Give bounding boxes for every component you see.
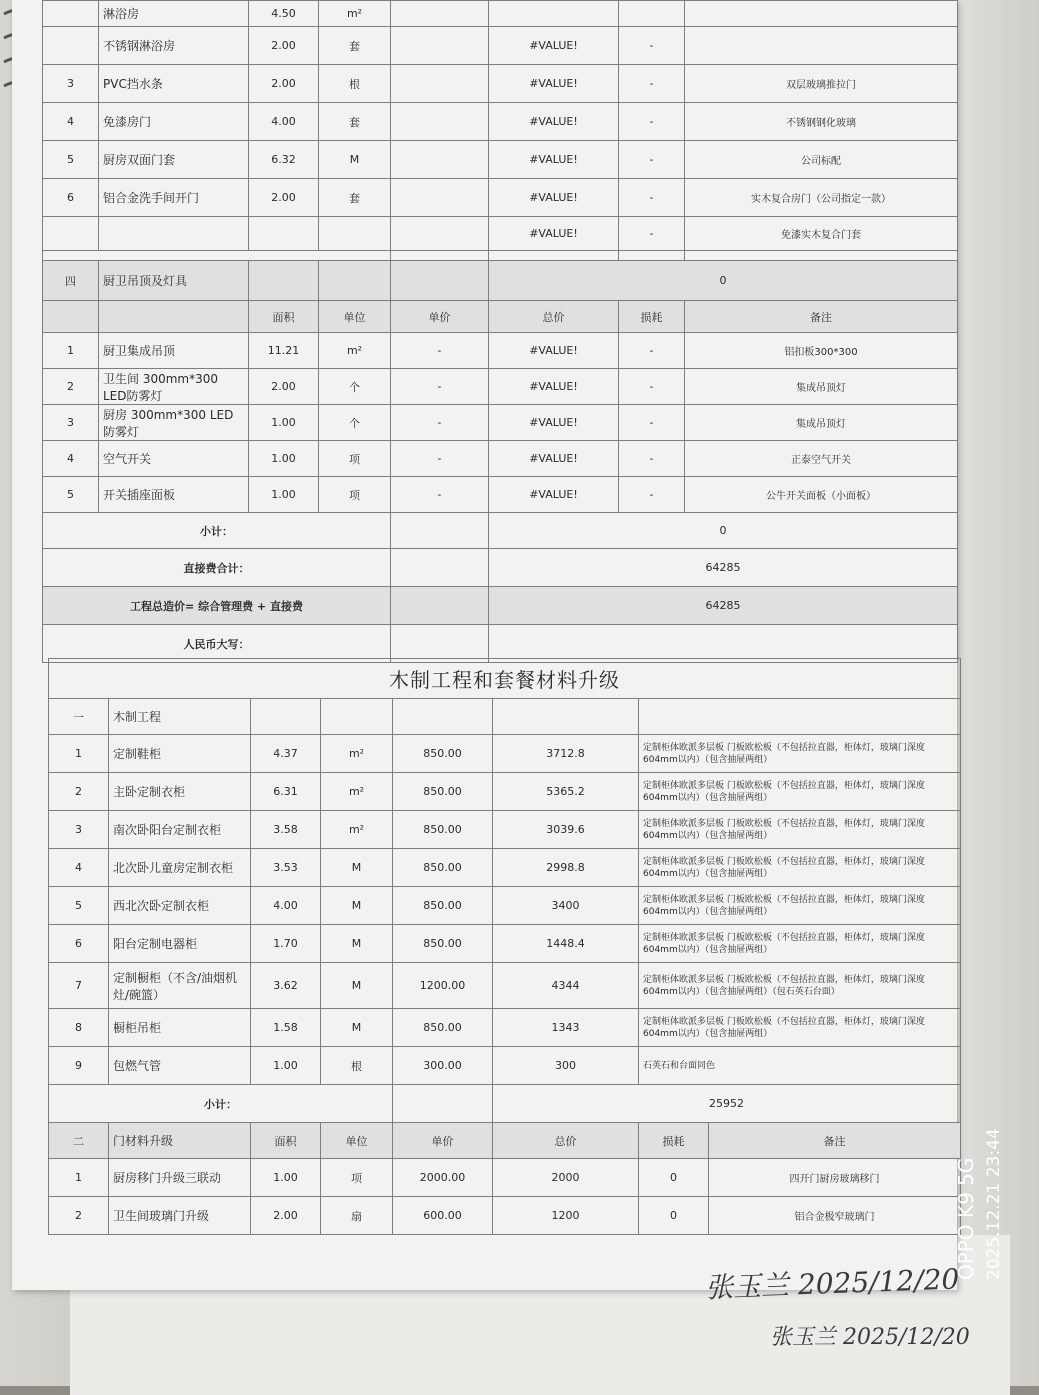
table-row — [43, 179, 958, 217]
row-name: 卫生间 300mm*300 LED防雾灯 — [99, 369, 249, 405]
row-total: 3712.8 — [493, 735, 639, 773]
row-qty: 4.50 — [249, 1, 319, 27]
table-row — [43, 103, 958, 141]
row-unit: m² — [319, 333, 391, 369]
header-price: 单价 — [393, 1123, 493, 1159]
row-name: 定制鞋柜 — [109, 735, 251, 773]
row-price: 850.00 — [393, 849, 493, 887]
header-price: 单价 — [391, 301, 489, 333]
doors-table — [42, 0, 958, 281]
subtotal-row — [43, 513, 958, 549]
row-unit: 个 — [319, 405, 391, 441]
row-total: #VALUE! — [489, 477, 619, 513]
row-no — [43, 1, 99, 27]
row-price: 2000.00 — [393, 1159, 493, 1197]
row-unit: 套 — [319, 179, 391, 217]
row-note: 实木复合房门（公司指定一款） — [685, 179, 958, 217]
row-total: 300 — [493, 1047, 639, 1085]
row-loss: - — [619, 333, 685, 369]
row-note: 公牛开关面板（小面板） — [685, 477, 958, 513]
row-unit: M — [321, 925, 393, 963]
row-no: 5 — [43, 477, 99, 513]
row-total: 1343 — [493, 1009, 639, 1047]
project-total-label: 工程总造价= 综合管理费 + 直接费 — [43, 587, 391, 625]
rmb-row — [43, 625, 958, 663]
row-loss: - — [619, 27, 685, 65]
row-total: #VALUE! — [489, 65, 619, 103]
section-title: 木制工程 — [109, 699, 251, 735]
row-note: 定制柜体欧派多层板 门板欧松板（不包括拉直器，柜体灯，玻璃门深度604mm以内）（包含抽屉两组） — [639, 773, 961, 811]
row-total: 3400 — [493, 887, 639, 925]
subtotal-row — [49, 1085, 961, 1123]
row-qty: 4.37 — [251, 735, 321, 773]
header-loss: 损耗 — [639, 1123, 709, 1159]
row-qty: 4.00 — [249, 103, 319, 141]
row-unit: 套 — [319, 103, 391, 141]
row-note — [685, 1, 958, 27]
row-total — [489, 1, 619, 27]
row-note: 定制柜体欧派多层板 门板欧松板（不包括拉直器，柜体灯，玻璃门深度604mm以内）（包含抽屉两组） — [639, 1009, 961, 1047]
section-title: 木制工程和套餐材料升级 — [49, 659, 961, 699]
subtotal-label: 小计： — [43, 513, 391, 549]
header-qty: 面积 — [249, 301, 319, 333]
section-no: 四 — [43, 261, 99, 301]
row-unit: 根 — [319, 65, 391, 103]
table-row — [49, 1009, 961, 1047]
row-note: 定制柜体欧派多层板 门板欧松板（不包括拉直器，柜体灯，玻璃门深度604mm以内）（包含抽屉两组） — [639, 735, 961, 773]
header-unit: 单位 — [319, 301, 391, 333]
document-sheet — [12, 0, 957, 1290]
row-qty: 3.58 — [251, 811, 321, 849]
row-total: 4344 — [493, 963, 639, 1009]
row-no: 8 — [49, 1009, 109, 1047]
section-title: 厨卫吊顶及灯具 — [99, 261, 249, 301]
row-no: 5 — [49, 887, 109, 925]
row-unit: m² — [321, 735, 393, 773]
table-row — [49, 925, 961, 963]
row-name: 厨房移门升级三联动 — [109, 1159, 251, 1197]
row-price: - — [391, 333, 489, 369]
project-total-row — [43, 587, 958, 625]
row-note: 定制柜体欧派多层板 门板欧松板（不包括拉直器，柜体灯，玻璃门深度604mm以内）（包含抽屉两组） — [639, 887, 961, 925]
row-total: 1448.4 — [493, 925, 639, 963]
row-note: 集成吊顶灯 — [685, 369, 958, 405]
row-total: #VALUE! — [489, 103, 619, 141]
row-name: 主卧定制衣柜 — [109, 773, 251, 811]
table-row — [43, 477, 958, 513]
row-price — [391, 27, 489, 65]
row-name: 不锈钢淋浴房 — [99, 27, 249, 65]
row-name: 卫生间玻璃门升级 — [109, 1197, 251, 1235]
header-note: 备注 — [709, 1123, 961, 1159]
row-total: 5365.2 — [493, 773, 639, 811]
watermark-device: OPPO K9 5G — [954, 1157, 978, 1280]
row-unit: 扇 — [321, 1197, 393, 1235]
direct-cost-row — [43, 549, 958, 587]
row-price: 850.00 — [393, 887, 493, 925]
row-loss: - — [619, 65, 685, 103]
row-price: 850.00 — [393, 1009, 493, 1047]
section-header-row — [49, 1123, 961, 1159]
row-unit: M — [319, 141, 391, 179]
row-name: 包燃气管 — [109, 1047, 251, 1085]
header-unit: 单位 — [321, 1123, 393, 1159]
watermark-datetime: 2025.12.21 23:44 — [984, 1128, 1004, 1280]
row-unit: m² — [321, 811, 393, 849]
row-price — [391, 179, 489, 217]
row-unit: M — [321, 963, 393, 1009]
row-name: 定制橱柜（不含/油烟机灶/碗篮） — [109, 963, 251, 1009]
row-total: #VALUE! — [489, 441, 619, 477]
subtotal-label: 小计： — [49, 1085, 393, 1123]
row-note: 铝合金极窄玻璃门 — [709, 1197, 961, 1235]
header-qty: 面积 — [251, 1123, 321, 1159]
signature-2: 张玉兰 2025/12/20 — [770, 1325, 970, 1350]
table-row — [49, 849, 961, 887]
subtotal-value: 0 — [489, 513, 958, 549]
section-title-row — [49, 659, 961, 699]
row-price — [391, 103, 489, 141]
row-no: 4 — [49, 849, 109, 887]
row-qty: 1.00 — [251, 1159, 321, 1197]
row-unit: m² — [321, 773, 393, 811]
row-total: #VALUE! — [489, 217, 619, 251]
row-note: 定制柜体欧派多层板 门板欧松板（不包括拉直器，柜体灯，玻璃门深度604mm以内）（包含抽屉两组） — [639, 811, 961, 849]
row-name: 免漆房门 — [99, 103, 249, 141]
row-no — [43, 27, 99, 65]
table-row — [43, 1, 958, 27]
row-note: 集成吊顶灯 — [685, 405, 958, 441]
table-row — [43, 369, 958, 405]
row-price: 600.00 — [393, 1197, 493, 1235]
row-qty: 3.53 — [251, 849, 321, 887]
row-unit: m² — [319, 1, 391, 27]
row-note: 定制柜体欧派多层板 门板欧松板（不包括拉直器，柜体灯，玻璃门深度604mm以内）（包含抽屉两组） — [639, 849, 961, 887]
row-qty: 4.00 — [251, 887, 321, 925]
row-no: 2 — [49, 773, 109, 811]
row-name: 西北次卧定制衣柜 — [109, 887, 251, 925]
row-loss: - — [619, 441, 685, 477]
row-name: 淋浴房 — [99, 1, 249, 27]
rmb-label: 人民币大写： — [43, 625, 391, 663]
row-price: 850.00 — [393, 773, 493, 811]
ceiling-lights-table — [42, 260, 958, 663]
row-loss: - — [619, 179, 685, 217]
direct-cost-label: 直接费合计： — [43, 549, 391, 587]
row-price: 850.00 — [393, 925, 493, 963]
row-total: 1200 — [493, 1197, 639, 1235]
row-name: 空气开关 — [99, 441, 249, 477]
row-qty: 3.62 — [251, 963, 321, 1009]
row-qty: 2.00 — [251, 1197, 321, 1235]
row-unit: M — [321, 849, 393, 887]
subtotal-value: 25952 — [493, 1085, 961, 1123]
table-row — [49, 1197, 961, 1235]
direct-cost-value: 64285 — [489, 549, 958, 587]
row-unit: 个 — [319, 369, 391, 405]
header-note: 备注 — [685, 301, 958, 333]
row-no: 2 — [43, 369, 99, 405]
row-price: 850.00 — [393, 811, 493, 849]
camera-watermark — [937, 1080, 1027, 1290]
row-name: 阳台定制电器柜 — [109, 925, 251, 963]
row-loss: - — [619, 405, 685, 441]
row-no: 3 — [49, 811, 109, 849]
row-price — [391, 65, 489, 103]
table-row — [43, 141, 958, 179]
row-unit: M — [321, 1009, 393, 1047]
row-name: 厨房双面门套 — [99, 141, 249, 179]
row-price: 1200.00 — [393, 963, 493, 1009]
row-loss: - — [619, 103, 685, 141]
row-qty: 1.00 — [249, 405, 319, 441]
row-total: #VALUE! — [489, 405, 619, 441]
row-no: 1 — [49, 735, 109, 773]
row-total: 2000 — [493, 1159, 639, 1197]
row-total: 2998.8 — [493, 849, 639, 887]
column-header-row — [43, 301, 958, 333]
row-unit: 套 — [319, 27, 391, 65]
row-loss: - — [619, 477, 685, 513]
row-total: #VALUE! — [489, 333, 619, 369]
row-total: #VALUE! — [489, 141, 619, 179]
section-header-row — [49, 699, 961, 735]
row-loss: 0 — [639, 1159, 709, 1197]
row-price: 850.00 — [393, 735, 493, 773]
row-no: 7 — [49, 963, 109, 1009]
table-row — [49, 963, 961, 1009]
row-qty: 11.21 — [249, 333, 319, 369]
row-no: 4 — [43, 103, 99, 141]
row-note: 正泰空气开关 — [685, 441, 958, 477]
row-loss: - — [619, 141, 685, 179]
table-row — [43, 333, 958, 369]
row-price: - — [391, 477, 489, 513]
section-header-row — [43, 261, 958, 301]
row-total: 3039.6 — [493, 811, 639, 849]
row-unit: 项 — [319, 477, 391, 513]
row-qty: 2.00 — [249, 65, 319, 103]
row-qty: 2.00 — [249, 179, 319, 217]
header-loss: 损耗 — [619, 301, 685, 333]
row-loss — [619, 1, 685, 27]
section-no: 二 — [49, 1123, 109, 1159]
row-name: 铝合金洗手间开门 — [99, 179, 249, 217]
row-qty: 1.70 — [251, 925, 321, 963]
table-row — [49, 735, 961, 773]
row-no: 6 — [43, 179, 99, 217]
section-no: 一 — [49, 699, 109, 735]
row-price: 300.00 — [393, 1047, 493, 1085]
row-no: 1 — [43, 333, 99, 369]
table-row — [43, 405, 958, 441]
row-name: 北次卧儿童房定制衣柜 — [109, 849, 251, 887]
row-price: - — [391, 405, 489, 441]
row-note: 定制柜体欧派多层板 门板欧松板（不包括拉直器，柜体灯，玻璃门深度604mm以内）（包含抽屉两组） — [639, 925, 961, 963]
row-no: 5 — [43, 141, 99, 179]
row-unit: M — [321, 887, 393, 925]
row-qty: 6.32 — [249, 141, 319, 179]
table-row — [49, 773, 961, 811]
project-total-value: 64285 — [489, 587, 958, 625]
row-note — [685, 27, 958, 65]
row-note: 四开门厨房玻璃移门 — [709, 1159, 961, 1197]
row-name: 厨房 300mm*300 LED防雾灯 — [99, 405, 249, 441]
row-unit: 根 — [321, 1047, 393, 1085]
row-name: 厨卫集成吊顶 — [99, 333, 249, 369]
subtotal-value: 0 — [489, 261, 958, 301]
row-no: 1 — [49, 1159, 109, 1197]
row-no: 4 — [43, 441, 99, 477]
row-note: 公司标配 — [685, 141, 958, 179]
row-price — [391, 1, 489, 27]
row-note: 定制柜体欧派多层板 门板欧松板（不包括拉直器，柜体灯，玻璃门深度604mm以内）（包含抽屉两组）（包石英石台面） — [639, 963, 961, 1009]
row-note: 石英石和台面同色 — [639, 1047, 961, 1085]
row-unit: 项 — [321, 1159, 393, 1197]
row-no: 3 — [43, 65, 99, 103]
row-no: 6 — [49, 925, 109, 963]
signature-1: 张玉兰 2025/12/20 — [704, 1262, 960, 1305]
table-row — [49, 1047, 961, 1085]
table-row — [49, 1159, 961, 1197]
row-total: #VALUE! — [489, 179, 619, 217]
table-row: #VALUE! - 免漆实木复合门套 — [43, 217, 958, 251]
row-price: - — [391, 369, 489, 405]
row-qty: 2.00 — [249, 369, 319, 405]
row-total: #VALUE! — [489, 27, 619, 65]
row-total: #VALUE! — [489, 369, 619, 405]
row-note: 双层玻璃推拉门 — [685, 65, 958, 103]
row-no: 3 — [43, 405, 99, 441]
row-name: 南次卧阳台定制衣柜 — [109, 811, 251, 849]
row-note: 不锈钢钢化玻璃 — [685, 103, 958, 141]
row-price — [391, 141, 489, 179]
row-loss: - — [619, 369, 685, 405]
table-row — [43, 27, 958, 65]
table-row — [43, 65, 958, 103]
row-name: 橱柜吊柜 — [109, 1009, 251, 1047]
header-total: 总价 — [489, 301, 619, 333]
row-qty: 6.31 — [251, 773, 321, 811]
table-row — [49, 811, 961, 849]
row-qty: 1.00 — [251, 1047, 321, 1085]
header-total: 总价 — [493, 1123, 639, 1159]
row-unit: 项 — [319, 441, 391, 477]
row-qty: 1.58 — [251, 1009, 321, 1047]
row-name: 开关插座面板 — [99, 477, 249, 513]
row-qty: 1.00 — [249, 441, 319, 477]
row-price: - — [391, 441, 489, 477]
section-title: 门材料升级 — [109, 1123, 251, 1159]
table-row — [43, 441, 958, 477]
row-note: 免漆实木复合门套 — [685, 217, 958, 251]
row-qty: 1.00 — [249, 477, 319, 513]
row-qty: 2.00 — [249, 27, 319, 65]
row-name: PVC挡水条 — [99, 65, 249, 103]
table-row — [49, 887, 961, 925]
row-no: 9 — [49, 1047, 109, 1085]
row-note: 铝扣板300*300 — [685, 333, 958, 369]
woodwork-table — [48, 658, 961, 1235]
row-no: 2 — [49, 1197, 109, 1235]
row-loss: 0 — [639, 1197, 709, 1235]
